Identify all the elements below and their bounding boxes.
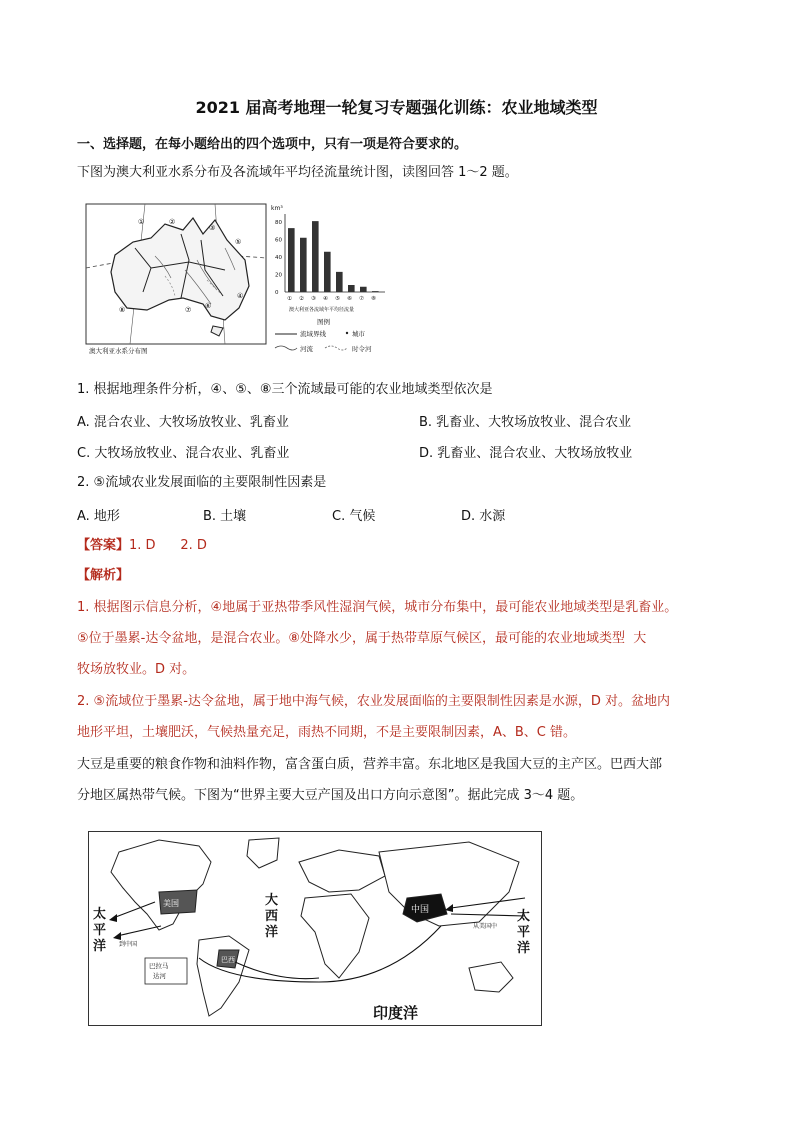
label-c3: ③ — [209, 224, 216, 232]
y-tick-20: 20 — [275, 272, 282, 279]
q2-option-a[interactable]: A. 地形 — [77, 509, 120, 524]
brazil-label: 巴西 — [221, 956, 235, 964]
q2-stem: 2. ⑤流域农业发展面临的主要限制性因素是 — [77, 475, 327, 490]
australia-small — [469, 962, 513, 992]
legend-boundary: 流域界线 — [300, 330, 326, 338]
y-tick-40: 40 — [275, 255, 282, 261]
q1-option-c[interactable]: C. 大牧场放牧业、混合农业、乳畜业 — [77, 446, 290, 461]
from-usa-label: 从美国中 — [473, 923, 498, 930]
analysis1-line3: 牧场放牧业。D 对。 — [77, 662, 196, 677]
figure-soybean-map — [88, 831, 542, 1026]
south-america — [197, 936, 249, 1016]
greenland — [247, 838, 279, 868]
y-tick-0: 0 — [275, 290, 279, 296]
bar-3 — [312, 221, 319, 292]
q2-option-c[interactable]: C. 气候 — [332, 509, 376, 524]
chart-unit: km³ — [271, 205, 283, 212]
bar-7 — [360, 287, 367, 292]
legend-seasonal-river: 时令河 — [352, 345, 372, 353]
q2-option-b[interactable]: B. 土壤 — [203, 509, 247, 524]
to-china-label: 到中国 — [119, 941, 138, 948]
x-category-1: ① — [287, 296, 292, 302]
x-category-5: ⑤ — [335, 296, 340, 302]
analysis1-line1: 1. 根据图示信息分析，④地属于亚热带季风性湿润气候，城市分布集中，最可能农业地域类型是乳畜业。 — [77, 600, 678, 615]
pacific-left-2: 平 — [93, 923, 107, 938]
figure-australia — [85, 200, 385, 357]
answer-text: 1. D 2. D — [129, 538, 207, 553]
bar-2 — [300, 238, 307, 292]
label-c7: ⑦ — [185, 306, 192, 314]
bar-6 — [348, 285, 355, 292]
label-c5: ⑤ — [235, 238, 242, 246]
argentina-label-2: 达河 — [153, 972, 166, 980]
y-tick-60: 60 — [275, 237, 282, 244]
north-america — [111, 840, 211, 930]
answer-line — [77, 536, 207, 556]
usa-label: 美国 — [163, 899, 179, 908]
intro-q1-2: 下图为澳大利亚水系分布及各流域年平均径流量统计图，读图回答 1～2 题。 — [77, 165, 518, 180]
map-caption: 澳大利亚水系分布图 — [89, 347, 148, 355]
chart-caption: 澳大利亚各流域年平均径流量 — [289, 307, 355, 313]
x-category-7: ⑦ — [359, 296, 364, 302]
label-c2: ② — [169, 218, 176, 226]
asia — [379, 842, 519, 926]
atlantic-2: 西 — [265, 909, 279, 924]
europe — [299, 850, 385, 892]
q1-option-a[interactable]: A. 混合农业、大牧场放牧业、乳畜业 — [77, 415, 289, 430]
argentina-label-1: 巴拉马 — [149, 962, 169, 970]
analysis2-line1: 2. ⑤流域位于墨累-达令盆地，属于地中海气候，农业发展面临的主要限制性因素是水源，D 对。盆地内 — [77, 694, 671, 709]
bar-8 — [372, 291, 379, 292]
pacific-right-2: 平 — [517, 925, 531, 940]
analysis1-line2: ⑤位于墨累-达令盆地，是混合农业。⑧处降水少，属于热带草原气候区，最可能的农业地域类型 大 — [77, 631, 647, 646]
pacific-right-1: 太 — [517, 909, 531, 924]
pacific-left-3: 洋 — [93, 939, 107, 954]
bar-5 — [336, 272, 343, 292]
q2-option-d[interactable]: D. 水源 — [461, 509, 506, 524]
pacific-left-1: 太 — [93, 907, 107, 922]
answer-tag: 【答案】 — [77, 538, 130, 553]
label-c4: ④ — [237, 292, 244, 300]
legend — [275, 317, 372, 353]
y-tick-80: 80 — [275, 220, 282, 226]
runoff-chart — [271, 205, 385, 313]
indian-ocean-label: 印度洋 — [373, 1004, 419, 1022]
analysis2-line2: 地形平坦，土壤肥沃，气候热量充足，雨热不同期，不是主要限制因素，A、B、C 错。 — [77, 725, 577, 740]
label-c6: ⑥ — [205, 302, 212, 310]
bar-1 — [288, 228, 295, 292]
q1-option-b[interactable]: B. 乳畜业、大牧场放牧业、混合农业 — [419, 415, 632, 430]
label-c8: ⑧ — [119, 306, 126, 314]
intro2-line2: 分地区属热带气候。下图为“世界主要大豆产国及出口方向示意图”。据此完成 3～4 题。 — [77, 788, 584, 803]
x-category-6: ⑥ — [347, 296, 352, 302]
legend-city: 城市 — [352, 330, 365, 338]
x-category-8: ⑧ — [371, 296, 376, 302]
section-heading: 一、选择题，在每小题给出的四个选项中，只有一项是符合要求的。 — [77, 137, 468, 152]
q1-stem: 1. 根据地理条件分析，④、⑤、⑧三个流域最可能的农业地域类型依次是 — [77, 382, 493, 397]
soybean-map-svg — [89, 832, 539, 1023]
australia-figure-svg — [85, 200, 385, 357]
intro2-line1: 大豆是重要的粮食作物和油料作物，富含蛋白质，营养丰富。东北地区是我国大豆的主产区。巴西大部 — [77, 757, 663, 772]
x-category-2: ② — [299, 296, 304, 302]
x-category-4: ④ — [323, 296, 328, 302]
legend-title: 图例 — [317, 318, 330, 326]
bar-4 — [324, 252, 331, 292]
pacific-right-3: 洋 — [517, 941, 531, 956]
x-category-3: ③ — [311, 296, 316, 302]
legend-river: 河流 — [300, 345, 313, 353]
q1-option-d[interactable]: D. 乳畜业、混合农业、大牧场放牧业 — [419, 446, 633, 461]
analysis-tag: 【解析】 — [77, 568, 130, 583]
label-c1: ① — [138, 218, 145, 226]
page-title: 2021 届高考地理一轮复习专题强化训练：农业地域类型 — [195, 98, 598, 117]
atlantic-3: 洋 — [265, 925, 279, 940]
africa — [301, 894, 369, 978]
atlantic-1: 大 — [265, 893, 279, 908]
china-label: 中国 — [411, 905, 430, 915]
